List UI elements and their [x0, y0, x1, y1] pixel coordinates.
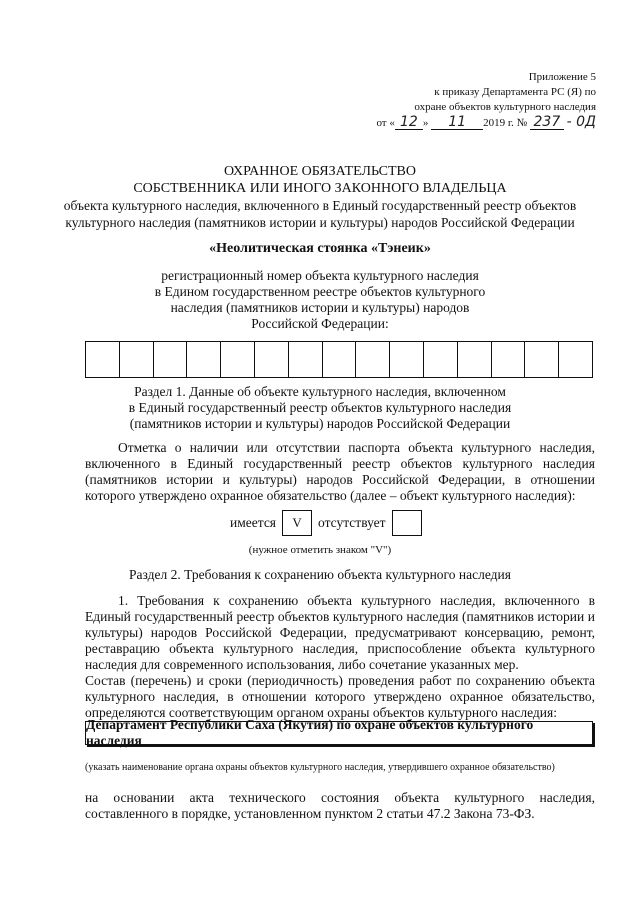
registration-number-cell[interactable] — [120, 342, 154, 377]
requirements-item-1-cont: Состав (перечень) и сроки (периодичность) проведения работ по сохранению объекта культурного наследия, в отношении которого утверждено охранное обязательство, определяются соответствующим органом охраны объектов культурного наследия: — [85, 673, 595, 720]
passport-paragraph: Отметка о наличии или отсутствии паспорта объекта культурного наследия, включенного в Единый государственный реестр объектов культурного наследия (памятников истории и культуры) народов Российской Федерации, в отношении которого утверждено охранное обязательство (далее – объект культурного наследия): — [85, 440, 595, 503]
registration-line-3: наследия (памятников истории и культуры) народов — [170, 300, 470, 315]
registration-label — [0, 268, 640, 332]
absent-label: отсутствует — [318, 515, 386, 530]
registration-number-cell[interactable] — [255, 342, 289, 377]
date-day: 12 — [395, 116, 423, 130]
date-month: 11 — [431, 116, 483, 130]
registration-line-4: Российской Федерации: — [251, 316, 389, 331]
basis-paragraph: на основании акта технического состояния объекта культурного наследия, составленного в порядке, установленном пунктом 2 статьи 47.2 Закона 73-ФЗ. — [85, 790, 595, 821]
document-title — [0, 163, 640, 231]
registration-number-cell[interactable] — [458, 342, 492, 377]
title-line-3: объекта культурного наследия, включенного в Единый государственный реестр объектов — [63, 198, 577, 213]
present-label: имеется — [230, 515, 277, 530]
registration-number-cell[interactable] — [86, 342, 120, 377]
passport-mark-row — [230, 511, 428, 535]
registration-number-cell[interactable] — [289, 342, 323, 377]
requirements-paragraph — [85, 593, 595, 721]
object-name: «Неолитическая стоянка «Тэнеик» — [209, 241, 431, 256]
appendix-line-3: охране объектов культурного наследия — [414, 101, 596, 113]
title-line-2: СОБСТВЕННИКА ИЛИ ИНОГО ЗАКОННОГО ВЛАДЕЛЬЦА — [133, 181, 507, 196]
registration-number-cell[interactable] — [154, 342, 188, 377]
registration-number-cell[interactable] — [525, 342, 559, 377]
registration-number-cell[interactable] — [356, 342, 390, 377]
registration-line-2: в Едином государственном реестре объектов культурного — [154, 284, 486, 299]
appendix-line-2: к приказу Департамента РС (Я) по — [434, 86, 596, 98]
date-prefix: от « — [376, 117, 395, 129]
present-checkbox[interactable]: V — [282, 510, 312, 536]
section-1-title — [0, 384, 640, 432]
date-mid: » — [422, 117, 429, 129]
title-line-4: культурного наследия (памятников истории и культуры) народов Российской Федерации — [65, 215, 575, 230]
section-1-line-3: (памятников истории и культуры) народов Российской Федерации — [129, 416, 511, 431]
authority-hint: (указать наименование органа охраны объектов культурного наследия, утвердившего охранное обязательство) — [85, 762, 555, 773]
appendix-header — [376, 70, 596, 131]
appendix-date-line — [376, 115, 596, 131]
section-1-line-1: Раздел 1. Данные об объекте культурного наследия, включенном — [134, 384, 506, 399]
registration-number-grid — [85, 341, 593, 378]
registration-number-cell[interactable] — [221, 342, 255, 377]
appendix-line-1: Приложение 5 — [528, 71, 596, 83]
registration-number-cell[interactable] — [187, 342, 221, 377]
registration-number-cell[interactable] — [492, 342, 526, 377]
section-2-title: Раздел 2. Требования к сохранению объекта культурного наследия — [129, 567, 511, 582]
registration-number-cell[interactable] — [559, 342, 592, 377]
date-year: 2019 г. № — [483, 117, 528, 129]
registration-number-cell[interactable] — [424, 342, 458, 377]
requirements-item-1: 1. Требования к сохранению объекта культурного наследия, включенного в Единый государственный реестр объектов культурного наследия (памятников истории и культуры) народов Российской Федерации, предусматривают консервацию, ремонт, реставрацию объекта культурного наследия, приспособление объекта культурного наследия для современного использования, либо сочетание указанных мер. — [85, 593, 595, 672]
authority-field: Департамент Республики Саха (Якутия) по охране объектов культурного наследия — [85, 721, 593, 745]
title-line-1: ОХРАННОЕ ОБЯЗАТЕЛЬСТВО — [224, 164, 416, 179]
order-number-suffix: - 0Д — [566, 114, 596, 130]
section-1-line-2: в Единый государственный реестр объектов культурного наследия — [128, 400, 512, 415]
absent-checkbox[interactable] — [392, 510, 422, 536]
registration-line-1: регистрационный номер объекта культурного наследия — [161, 268, 479, 283]
order-number: 237 — [530, 116, 564, 130]
mark-hint: (нужное отметить знаком "V") — [248, 544, 392, 556]
registration-number-cell[interactable] — [323, 342, 357, 377]
registration-number-cell[interactable] — [390, 342, 424, 377]
